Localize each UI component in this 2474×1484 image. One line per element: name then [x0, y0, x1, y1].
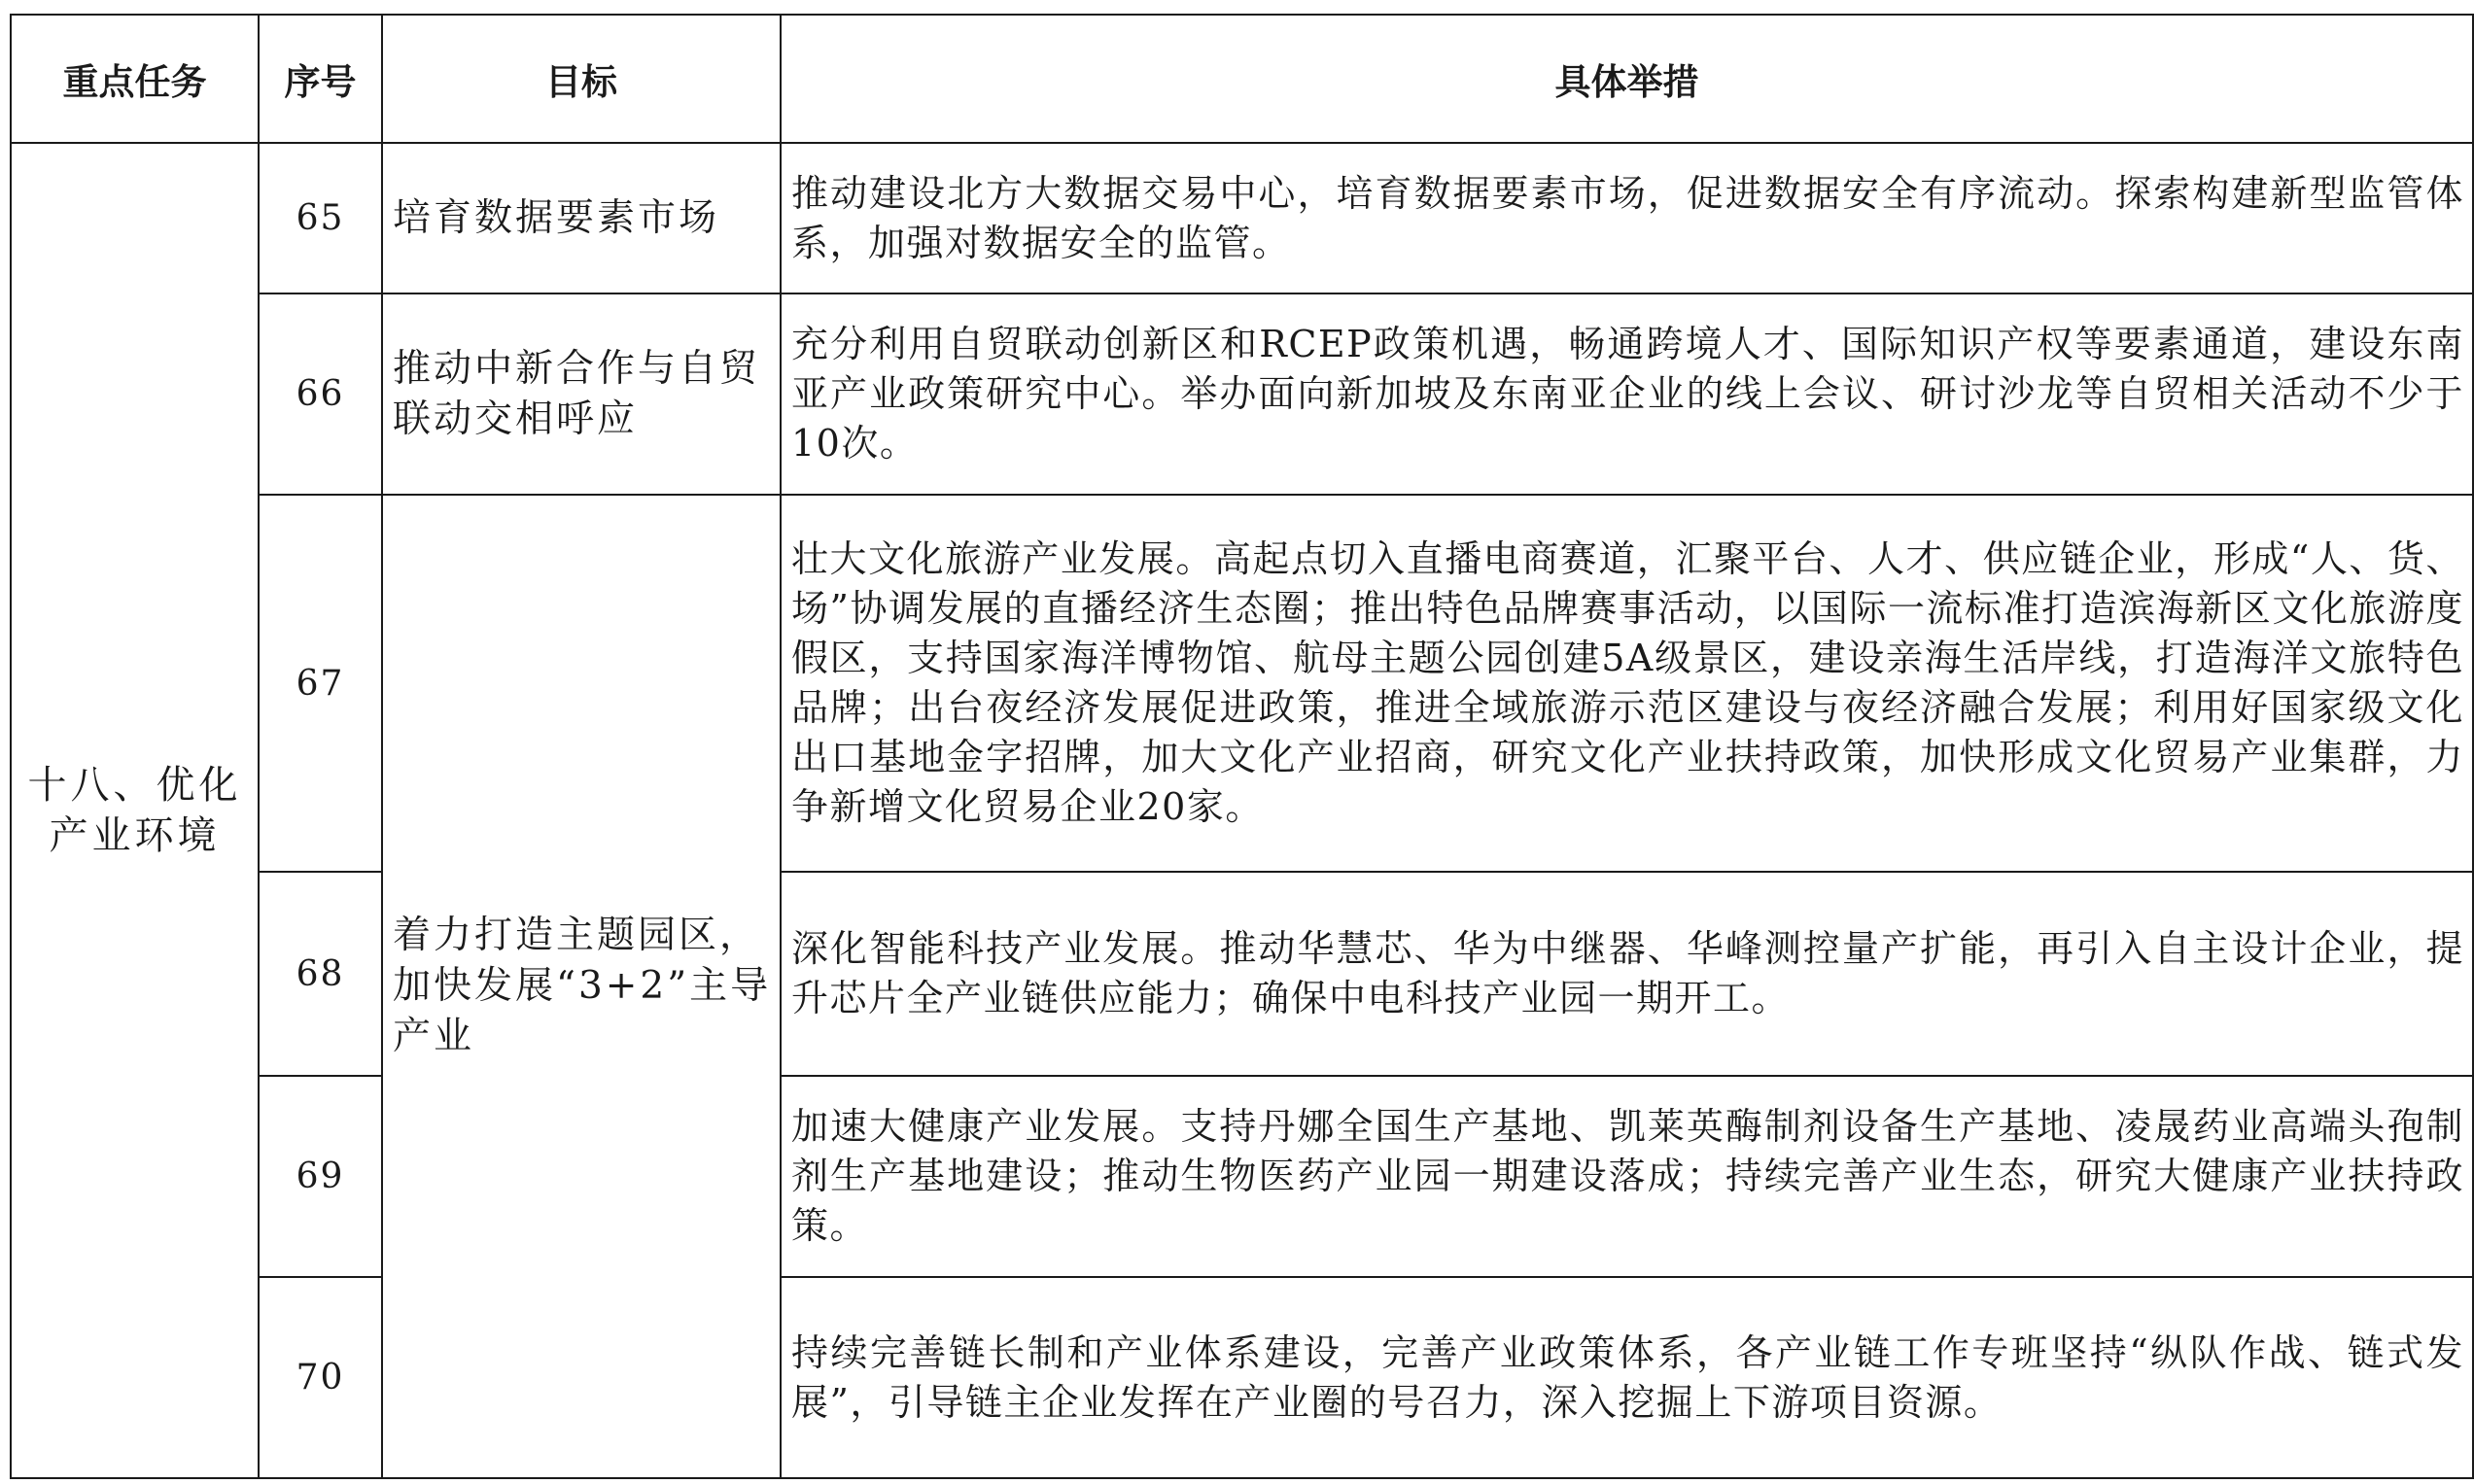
- measure-cell: [781, 1076, 2473, 1277]
- goal-cell: [382, 143, 781, 293]
- measure-cell: [781, 872, 2473, 1076]
- header-number: 序号: [259, 15, 382, 143]
- table-row: [11, 1277, 2473, 1478]
- goal-cell-merged: [382, 495, 781, 1478]
- policy-table: [10, 14, 2474, 1479]
- table-row: [11, 872, 2473, 1076]
- row-number: 69: [259, 1076, 382, 1277]
- header-row: [11, 15, 2473, 143]
- goal-cell: [382, 293, 781, 495]
- measure-text: 加速大健康产业发展。支持丹娜全国生产基地、凯莱英酶制剂设备生产基地、凌晟药业高端头孢制剂生产基地建设；推动生物医药产业园一期建设落成；持续完善产业生态，研究大健康产业扶持政策。: [791, 1105, 2464, 1247]
- goal-text: 培育数据要素市场: [393, 195, 720, 240]
- measure-cell: [781, 1277, 2473, 1478]
- row-number: 65: [259, 143, 382, 293]
- table-row: [11, 495, 2473, 872]
- task-text: 十八、优化产业环境: [27, 763, 242, 858]
- goal-text: 推动中新合作与自贸联动交相呼应: [393, 346, 761, 441]
- table-row: [11, 293, 2473, 495]
- row-number: 67: [259, 495, 382, 872]
- measure-cell: [781, 495, 2473, 872]
- measure-text: 深化智能科技产业发展。推动华慧芯、华为中继器、华峰测控量产扩能，再引入自主设计企业，提升芯片全产业链供应能力；确保中电科技产业园一期开工。: [791, 927, 2464, 1019]
- measure-text: 壮大文化旅游产业发展。高起点切入直播电商赛道，汇聚平台、人才、供应链企业，形成“人、货、场”协调发展的直播经济生态圈；推出特色品牌赛事活动，以国际一流标准打造滨海新区文化旅游度假区，支持国家海洋博物馆、航母主题公园创建5A级景区，建设亲海生活岸线，打造海洋文旅特色品牌；出台夜经济发展促进政策，推进全域旅游示范区建设与夜经济融合发展；利用好国家级文化出口基地金字招牌，加大文化产业招商，研究文化产业扶持政策，加快形成文化贸易产业集群，力争新增文化贸易企业20家。: [791, 537, 2464, 828]
- header-measures: 具体举措: [781, 15, 2473, 143]
- header-goal: 目标: [382, 15, 781, 143]
- row-number: 66: [259, 293, 382, 495]
- measure-cell: [781, 293, 2473, 495]
- goal-text: 着力打造主题园区，加快发展“3+2”主导产业: [393, 914, 772, 1058]
- table-row: [11, 143, 2473, 293]
- row-number: 68: [259, 872, 382, 1076]
- header-task: 重点任务: [11, 15, 259, 143]
- row-number: 70: [259, 1277, 382, 1478]
- measure-text: 推动建设北方大数据交易中心，培育数据要素市场，促进数据安全有序流动。探索构建新型监管体系，加强对数据安全的监管。: [791, 171, 2464, 264]
- task-cell: [11, 143, 259, 1478]
- measure-cell: [781, 143, 2473, 293]
- measure-text: 持续完善链长制和产业体系建设，完善产业政策体系，各产业链工作专班坚持“纵队作战、链式发展”，引导链主企业发挥在产业圈的号召力，深入挖掘上下游项目资源。: [791, 1330, 2464, 1424]
- measure-text: 充分利用自贸联动创新区和RCEP政策机遇，畅通跨境人才、国际知识产权等要素通道，建设东南亚产业政策研究中心。举办面向新加坡及东南亚企业的线上会议、研讨沙龙等自贸相关活动不少于10次。: [791, 323, 2464, 465]
- table-row: [11, 1076, 2473, 1277]
